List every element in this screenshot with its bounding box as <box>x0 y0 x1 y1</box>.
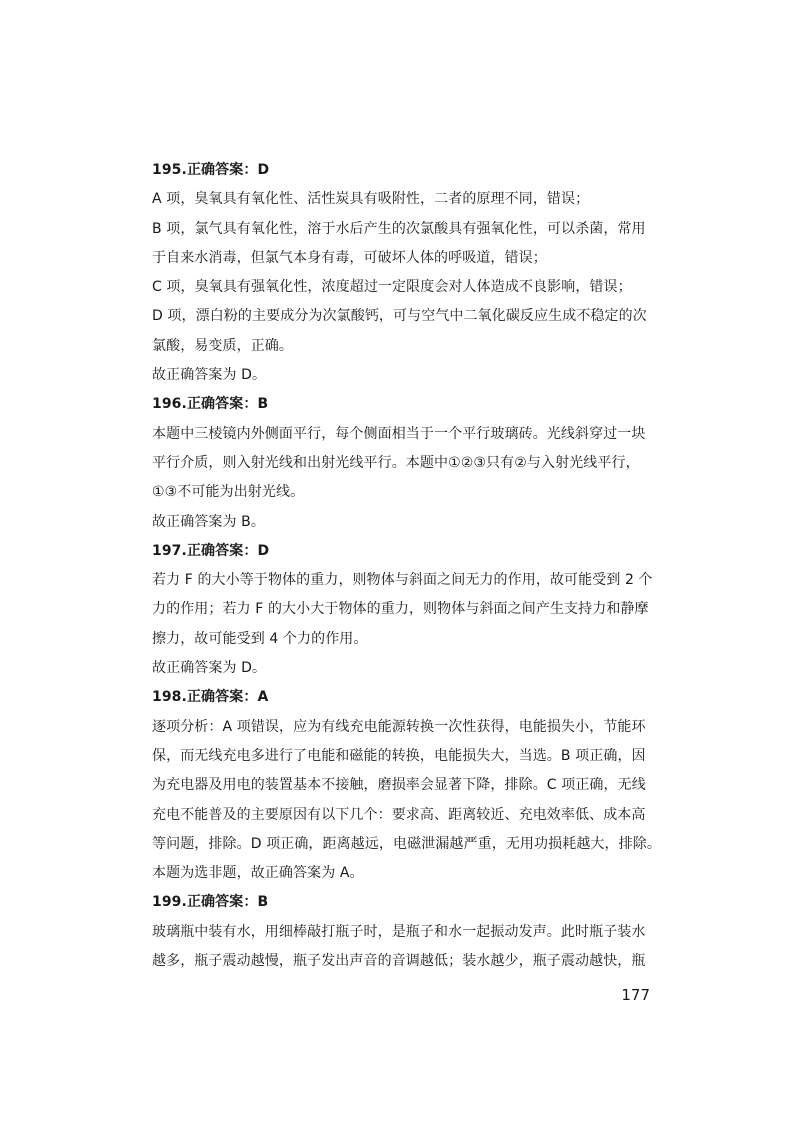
answer-heading: 197.正确答案：D <box>152 542 270 559</box>
answer-line: 若力 F 的大小等于物体的重力，则物体与斜面之间无力的作用，故可能受到 2 个 <box>152 572 653 589</box>
answer-conclusion: 故正确答案为 D。 <box>152 367 267 384</box>
answer-line: 为充电器及用电的装置基本不接触，磨损率会显著下降，排除。C 项正确，无线 <box>152 777 646 794</box>
answer-line: 玻璃瓶中装有水，用细棒敲打瓶子时，是瓶子和水一起振动发声。此时瓶子装水 <box>152 923 646 940</box>
answer-line: ①③不可能为出射光线。 <box>152 484 305 501</box>
answer-line: 氯酸，易变质，正确。 <box>152 337 293 354</box>
answer-line: 逐项分析：A 项错误，应为有线充电能源转换一次性获得，电能损失小，节能环 <box>152 718 646 735</box>
answer-conclusion: 本题为选非题，故正确答案为 A。 <box>152 865 364 882</box>
answer-block-196 <box>152 390 650 536</box>
page-number: 177 <box>621 986 650 1004</box>
answer-block-195 <box>152 156 650 390</box>
answer-conclusion: 故正确答案为 D。 <box>152 660 267 677</box>
answer-line: A 项，臭氧具有氧化性、活性炭具有吸附性，二者的原理不同，错误； <box>152 191 590 208</box>
answer-line: 擦力，故可能受到 4 个力的作用。 <box>152 630 368 647</box>
answer-heading: 196.正确答案：B <box>152 396 269 413</box>
answer-block-198 <box>152 683 661 888</box>
answer-block-199 <box>152 888 650 976</box>
answer-conclusion: 故正确答案为 B。 <box>152 513 265 530</box>
answer-block-197 <box>152 537 653 683</box>
answer-line: 保，而无线充电多进行了电能和磁能的转换，电能损失大，当选。B 项正确，因 <box>152 747 646 764</box>
answer-line: D 项，漂白粉的主要成分为次氯酸钙，可与空气中二氧化碳反应生成不稳定的次 <box>152 308 647 325</box>
answer-line: 平行介质，则入射光线和出射光线平行。本题中①②③只有②与入射光线平行， <box>152 454 640 471</box>
answer-line: 充电不能普及的主要原因有以下几个：要求高、距离较近、充电效率低、成本高 <box>152 806 646 823</box>
answer-line: 等问题，排除。D 项正确，距离越远，电磁泄漏越严重，无用功损耗越大，排除。 <box>152 835 661 852</box>
answer-line: B 项，氯气具有氧化性，溶于水后产生的次氯酸具有强氧化性，可以杀菌，常用 <box>152 220 646 237</box>
answer-line: 越多，瓶子震动越慢，瓶子发出声音的音调越低；装水越少，瓶子震动越快，瓶 <box>152 953 646 970</box>
answer-line: 本题中三棱镜内外侧面平行，每个侧面相当于一个平行玻璃砖。光线斜穿过一块 <box>152 425 646 442</box>
answer-line: C 项，臭氧具有强氧化性，浓度超过一定限度会对人体造成不良影响，错误； <box>152 279 632 296</box>
answer-heading: 195.正确答案：D <box>152 162 270 178</box>
answer-line: 于自来水消毒，但氯气本身有毒，可破坏人体的呼吸道，错误； <box>152 249 547 266</box>
document-body <box>152 156 661 976</box>
answer-heading: 199.正确答案：B <box>152 894 269 911</box>
answer-line: 力的作用；若力 F 的大小大于物体的重力，则物体与斜面之间产生支持力和静摩 <box>152 601 649 618</box>
answer-heading: 198.正确答案：A <box>152 689 269 706</box>
